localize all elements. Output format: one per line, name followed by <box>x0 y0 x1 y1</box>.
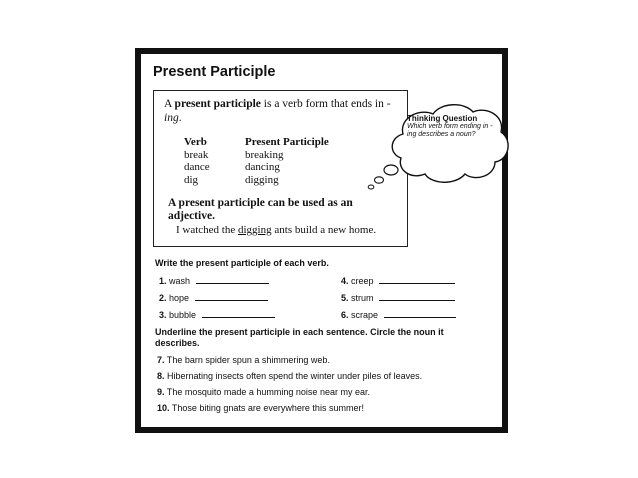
verb-cell: dig <box>184 173 199 186</box>
participle-cell: breaking <box>245 148 284 161</box>
sentence-number: 8. <box>157 371 165 381</box>
item-number: 2. <box>159 293 167 303</box>
worksheet-frame <box>135 48 508 433</box>
definition-suffix: -ing <box>164 98 391 124</box>
sentence-8 <box>157 371 422 382</box>
answer-blank-4[interactable] <box>379 274 455 284</box>
section2-instruction: Underline the present participle in each sentence. Circle the noun it describes. <box>155 327 444 348</box>
item-verb: wash <box>169 276 191 286</box>
item-verb: hope <box>169 293 190 303</box>
exercise-item-1 <box>159 274 269 287</box>
sentence-10 <box>157 403 364 414</box>
sentence-number: 7. <box>157 355 165 365</box>
verb-cell: dance <box>184 161 210 173</box>
sentence-number: 10. <box>157 403 170 413</box>
definition-post: . <box>178 112 182 124</box>
thinking-question-body: Which verb form ending in -ing describes a noun? <box>407 123 493 138</box>
sentence-text: Hibernating insects often spend the winter under piles of leaves. <box>167 371 423 381</box>
item-number: 5. <box>341 293 349 303</box>
verb-column <box>184 136 210 186</box>
item-number: 4. <box>341 276 349 286</box>
item-number: 6. <box>341 310 349 320</box>
answer-blank-3[interactable] <box>202 308 275 318</box>
sentence-text: Those biting gnats are everywhere this summer! <box>171 403 364 413</box>
verb-cell: break <box>184 148 209 161</box>
example-underlined: digging <box>238 224 272 236</box>
example-sentence <box>176 224 401 237</box>
exercise-item-5 <box>341 291 455 304</box>
participle-cell: digging <box>245 173 279 186</box>
section1-instruction: Write the present participle of each verb. <box>155 258 329 268</box>
sentence-number: 9. <box>157 387 165 397</box>
item-number: 3. <box>159 310 167 320</box>
sentence-text: The barn spider spun a shimmering web. <box>166 355 330 365</box>
answer-blank-5[interactable] <box>379 291 455 301</box>
exercise-item-6 <box>341 308 456 321</box>
item-verb: scrape <box>351 310 379 320</box>
item-number: 1. <box>159 276 167 286</box>
exercise-item-3 <box>159 308 275 321</box>
item-verb: creep <box>351 276 374 286</box>
participle-column <box>245 136 329 186</box>
answer-blank-6[interactable] <box>384 308 456 318</box>
verb-header: Verb <box>184 136 207 148</box>
item-verb: strum <box>351 293 374 303</box>
participle-header: Present Participle <box>245 136 329 148</box>
answer-blank-2[interactable] <box>195 291 268 301</box>
thinking-question-cloud <box>363 94 513 194</box>
exercise-item-2 <box>159 291 268 304</box>
definition-mid: is a verb form that ends in <box>260 98 387 110</box>
sentence-9 <box>157 387 370 398</box>
page-title: Present Participle <box>153 64 276 80</box>
adjective-rule: A present participle can be used as an adjective. <box>168 197 353 222</box>
sentence-text: The mosquito made a humming noise near my ear. <box>166 387 370 397</box>
thinking-question-title: Thinking Question <box>407 114 478 123</box>
definition-term: present participle <box>174 98 261 110</box>
definition-pre: A <box>164 98 175 110</box>
item-verb: bubble <box>169 310 197 320</box>
thought-cloud-icon <box>363 94 513 194</box>
example-post: ants build a new home. <box>271 224 377 236</box>
example-pre: I watched the <box>176 224 238 236</box>
exercise-item-4 <box>341 274 455 287</box>
answer-blank-1[interactable] <box>196 274 269 284</box>
sentence-7 <box>157 355 330 366</box>
thinking-question-text <box>407 115 501 139</box>
participle-cell: dancing <box>245 161 280 173</box>
